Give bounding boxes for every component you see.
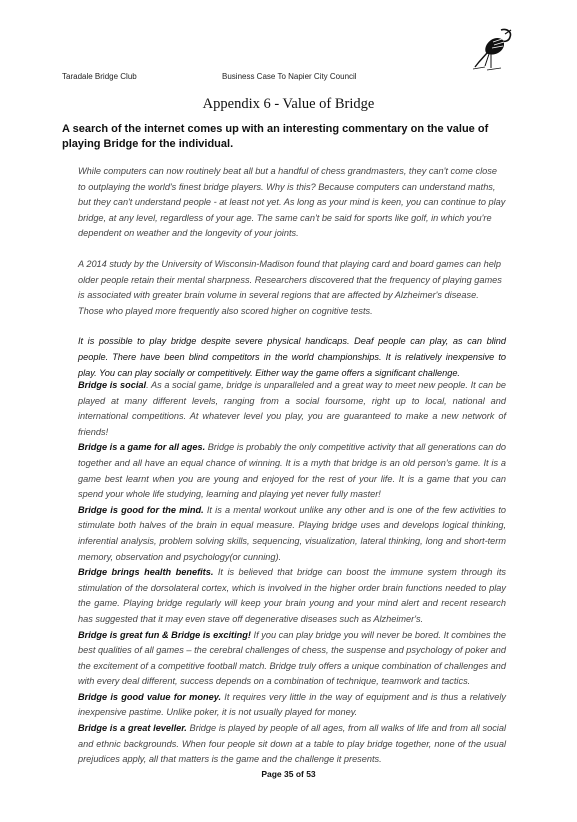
benefit-text: Bridge is played by people of all ages, from all walks of life and from all social and ethnic backgrounds. When four people sit down at a table to play bridge together, none of the usual prejudices apply, all that matters is the game and the challenge it presents. bbox=[78, 723, 506, 765]
benefit-text: It is a mental workout unlike any other and is one of the few activities to stimulate both halves of the brain in equal measure. Playing bridge uses and develops logical thinking, inferential analysis, problem solving skills, sequencing, visualization, lateral thinking, long and short-term memory, observation and psychology(or cunning). bbox=[78, 504, 506, 562]
benefit-item bbox=[78, 378, 506, 440]
benefit-item bbox=[78, 721, 506, 768]
benefit-heading: Bridge brings health benefits. bbox=[78, 567, 214, 578]
study-paragraph: A 2014 study by the University of Wisconsin-Madison found that playing card and board games can help older people retain their mental sharpness. Researchers discovered that the frequency of playing games is associated with greater brain volume in several regions that are affected by Alzheimer's disease. Those who played more frequently also scored higher on cognitive tests. bbox=[78, 258, 502, 316]
handicaps-paragraph: It is possible to play bridge despite severe physical handicaps. Deaf people can play, as can blind people. There have been blind competitors in the world championships. It is relatively inexpensive to play. You can play socially or competitively. Either way the game offers a significant challenge. bbox=[78, 336, 506, 378]
appendix-title: Appendix 6 - Value of Bridge bbox=[202, 96, 375, 112]
benefit-text: It is believed that bridge can boost the immune system through its stimulation of the dorsolateral cortex, which is involved in the higher order brain functions needed to play the game. Playing bridge regularly will keep your brain young and your mind alert and recent research has suggested that it may even stave off degenerative diseases such as Alzheimer's. bbox=[78, 567, 506, 624]
bird-ink-sketch-icon bbox=[471, 26, 515, 72]
document-title: Business Case To Napier City Council bbox=[222, 72, 357, 81]
page-number: Page 35 of 53 bbox=[261, 769, 316, 779]
benefit-heading: Bridge is great fun & Bridge is exciting! bbox=[78, 629, 251, 640]
benefit-heading: Bridge is social bbox=[78, 380, 147, 390]
benefit-heading: Bridge is good for the mind. bbox=[78, 504, 204, 515]
benefit-item bbox=[78, 628, 506, 690]
benefit-heading: Bridge is good value for money. bbox=[78, 691, 222, 702]
benefit-item bbox=[78, 440, 506, 502]
benefit-item bbox=[78, 503, 506, 565]
benefit-text: It requires very little in the way of equipment and is thus a relatively inexpensive pastime. Unlike poker, it is not usually played for money. bbox=[78, 691, 506, 718]
commentary-section bbox=[78, 164, 506, 396]
benefit-heading: Bridge is a great leveller. bbox=[78, 723, 187, 734]
benefit-text: If you can play bridge you will never be bored. It combines the best qualities of all games – the cerebral challenges of chess, the suspense and psychology of poker and the excitement of a competitive football match. Bridge truly offers a unique combination of challenges and with every deal different, success depends on a combination of technique, teamwork and tactics. bbox=[78, 629, 506, 687]
intro-text: A search of the internet comes up with an interesting commentary on the value of playing Bridge for the individual. bbox=[62, 123, 489, 150]
benefit-item bbox=[78, 690, 506, 721]
benefit-item bbox=[78, 565, 506, 627]
benefit-text: Bridge is probably the only competitive activity that all generations can do together and all have an equal chance of winning. It is a myth that bridge is an old person's game. It is a game best learnt when you are young and enjoyed for the rest of your life. It is a game that you can spend your whole life studying, learning and playing yet never fully master! bbox=[78, 442, 506, 500]
benefit-text: . As a social game, bridge is unparalleled and a great way to meet new people. It can be played at many different levels, ranging from a social foursome, right up to local, national and international competitions. At whatever level you play, you are guaranteed to make a new network of friends! bbox=[78, 380, 506, 437]
computers-paragraph: While computers can now routinely beat all but a handful of chess grandmasters, they can't come close to outplaying the world's finest bridge players. Why is this? Because computers can understand maths, but they can't understand people - at least not yet. As long as your mind is keen, you can continue to play bridge, at any level, regardless of your age. The same can't be said for sports like golf, in which you're dependent on weather and the longevity of your joints. bbox=[78, 166, 506, 239]
benefits-list bbox=[78, 378, 506, 768]
club-name: Taradale Bridge Club bbox=[62, 72, 137, 81]
benefit-heading: Bridge is a game for all ages. bbox=[78, 442, 206, 453]
